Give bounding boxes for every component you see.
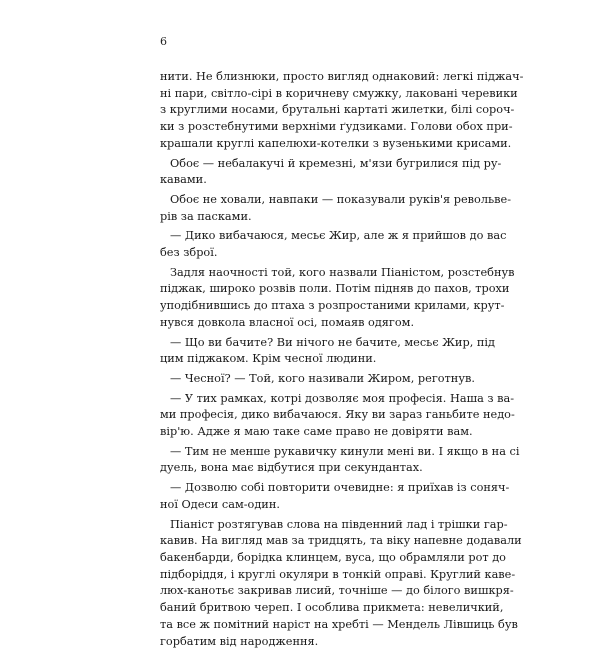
text-line: Задля наочності той, кого назвали Піаністом, розстебнув [170, 265, 515, 279]
text-line: Обоє — небалакучі й кремезні, м'язи бугрилися під ру- [170, 156, 502, 170]
text-line: — Тим не менше рукавичку кинули мені ви. І якщо в на сі [170, 444, 520, 458]
text-line: ки з розстебнутими верхніми ґудзиками. Голови обох при- [160, 120, 513, 134]
text-line: баний бритвою череп. І особлива прикмета: невеличкий, [160, 601, 504, 615]
text-line: кавив. На вигляд мав за тридцять, та віку напевне додавали [160, 534, 522, 548]
paragraph [160, 192, 512, 225]
text-line: без зброї. [160, 246, 218, 260]
text-line: кавами. [160, 173, 207, 187]
paragraph [160, 517, 522, 651]
text-line: бакенбарди, борідка клинцем, вуса, що обрамляли рот до [160, 550, 506, 564]
paragraph [160, 480, 510, 513]
paragraph [160, 371, 475, 388]
paragraph [160, 228, 507, 261]
text-line: Обоє не ховали, навпаки — показували руків'я револьве- [170, 192, 512, 206]
text-line: ні пари, світло-сірі в коричневу смужку, лаковані черевики [160, 86, 518, 100]
text-line: крашали круглі капелюхи-котелки з вузенькими крисами. [160, 136, 512, 150]
text-line: та все ж помітний наріст на хребті — Мендель Лівшиць був [160, 617, 518, 631]
text-line: підборіддя, і круглі окуляри в тонкій оправі. Круглий каве- [160, 567, 516, 581]
text-line: горбатим від народження. [160, 634, 319, 648]
text-line: цим піджаком. Крім чесної людини. [160, 352, 377, 366]
paragraph [160, 265, 515, 332]
text-line: вір'ю. Адже я маю таке саме право не довіряти вам. [160, 425, 473, 439]
page-number: 6 [160, 35, 167, 48]
text-line: нувся довкола власної осі, помаяв одягом. [160, 315, 415, 329]
text-line: Піаніст розтягував слова на південний лад і трішки гар- [170, 517, 508, 531]
text-line: уподібнившись до птаха з розпростаними крилами, крут- [160, 299, 505, 313]
text-line: піджак, широко розвів поли. Потім підняв до пахов, трохи [160, 282, 510, 296]
paragraph [160, 69, 524, 153]
text-line: люх-канотьє закривав лисий, точніше — до білого вишкря- [160, 584, 514, 598]
text-line: — Що ви бачите? Ви нічого не бачите, месьє Жир, під [170, 335, 495, 349]
text-line: — Дозволю собі повторити очевидне: я приїхав із соняч- [170, 481, 510, 495]
paragraph [160, 335, 495, 368]
body-text [160, 69, 524, 653]
paragraph [160, 391, 515, 441]
text-line: — У тих рамках, котрі дозволяє моя професія. Наша з ва- [170, 391, 515, 405]
text-line: рів за пасками. [160, 209, 252, 223]
text-line: дуель, вона має відбутися при секундантах. [160, 461, 423, 475]
text-line: — Чесної? — Той, кого називали Жиром, реготнув. [170, 371, 475, 385]
text-line: нити. Не близнюки, просто вигляд однаковий: легкі піджач- [160, 70, 524, 83]
paragraph [160, 156, 502, 189]
paragraph [160, 444, 520, 477]
text-line: з круглими носами, брутальні картаті жилетки, білі сороч- [160, 103, 515, 117]
text-line: ми професія, дико вибачаюся. Яку ви зараз ганьбите недо- [160, 408, 515, 422]
text-line: — Дико вибачаюся, месьє Жир, але ж я прийшов до вас [170, 229, 507, 243]
text-line: ної Одеси сам-один. [160, 497, 280, 511]
